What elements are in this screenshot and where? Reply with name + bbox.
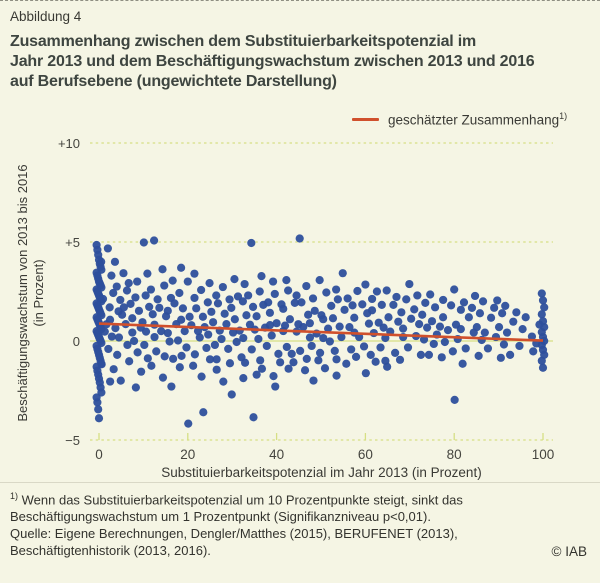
scatter-point bbox=[179, 304, 187, 312]
scatter-point bbox=[271, 382, 279, 390]
scatter-point bbox=[316, 276, 324, 284]
scatter-point bbox=[471, 292, 479, 300]
figure-title-line: auf Berufsebene (ungewichtete Darstellung) bbox=[10, 73, 337, 90]
x-tick-label: 60 bbox=[357, 447, 373, 462]
scatter-point bbox=[230, 275, 238, 283]
scatter-point bbox=[165, 337, 173, 345]
scatter-point bbox=[204, 298, 212, 306]
scatter-point bbox=[170, 299, 178, 307]
scatter-point bbox=[113, 282, 121, 290]
scatter-point bbox=[284, 286, 292, 294]
scatter-point bbox=[522, 313, 530, 321]
y-axis-title-line: (in Prozent) bbox=[31, 259, 46, 327]
scatter-point bbox=[344, 294, 352, 302]
scatter-point bbox=[538, 310, 546, 318]
scatter-point bbox=[125, 357, 133, 365]
scatter-point bbox=[133, 277, 141, 285]
scatter-point bbox=[130, 337, 138, 345]
scatter-point bbox=[147, 285, 155, 293]
footnote-1-marker: 1) bbox=[10, 491, 19, 501]
scatter-point bbox=[362, 369, 370, 377]
scatter-point bbox=[221, 310, 229, 318]
scatter-point bbox=[142, 328, 150, 336]
scatter-point bbox=[451, 396, 459, 404]
scatter-point bbox=[226, 359, 234, 367]
scatter-point bbox=[539, 364, 547, 372]
scatter-point bbox=[107, 272, 115, 280]
scatter-point bbox=[316, 349, 324, 357]
scatter-point bbox=[421, 299, 429, 307]
scatter-point bbox=[209, 318, 217, 326]
scatter-point bbox=[515, 342, 523, 350]
scatter-point bbox=[101, 328, 109, 336]
scatter-point bbox=[131, 293, 139, 301]
scatter-point bbox=[462, 344, 470, 352]
scatter-point bbox=[418, 311, 426, 319]
scatter-point bbox=[119, 269, 127, 277]
x-tick-label: 0 bbox=[95, 447, 103, 462]
scatter-point bbox=[174, 336, 182, 344]
scatter-point bbox=[93, 398, 101, 406]
scatter-point bbox=[132, 383, 140, 391]
scatter-point bbox=[207, 308, 215, 316]
scatter-point bbox=[367, 351, 375, 359]
scatter-point bbox=[308, 342, 316, 350]
scatter-point bbox=[391, 349, 399, 357]
scatter-point bbox=[244, 291, 252, 299]
scatter-point bbox=[501, 302, 509, 310]
scatter-point bbox=[397, 308, 405, 316]
scatter-point bbox=[410, 305, 418, 313]
scatter-point bbox=[205, 279, 213, 287]
scatter-point bbox=[279, 305, 287, 313]
scatter-point bbox=[135, 307, 143, 315]
scatter-point bbox=[247, 239, 255, 247]
scatter-point bbox=[473, 323, 481, 331]
scatter-point bbox=[509, 318, 517, 326]
scatter-point bbox=[204, 330, 212, 338]
scatter-point bbox=[444, 326, 452, 334]
scatter-point bbox=[196, 333, 204, 341]
scatter-point bbox=[239, 374, 247, 382]
scatter-point bbox=[449, 347, 457, 355]
scatter-point bbox=[106, 303, 114, 311]
scatter-point bbox=[441, 338, 449, 346]
scatter-point bbox=[125, 279, 133, 287]
scatter-point bbox=[529, 347, 537, 355]
scatter-point bbox=[248, 345, 256, 353]
scatter-point bbox=[117, 377, 125, 385]
scatter-point bbox=[97, 258, 105, 266]
scatter-point bbox=[468, 304, 476, 312]
scatter-point bbox=[273, 319, 281, 327]
scatter-point bbox=[160, 281, 168, 289]
scatter-point bbox=[465, 313, 473, 321]
scatter-point bbox=[438, 353, 446, 361]
scatter-point bbox=[319, 315, 327, 323]
scatter-point bbox=[365, 320, 373, 328]
scatter-point bbox=[476, 309, 484, 317]
scatter-point bbox=[110, 365, 118, 373]
scatter-point bbox=[353, 287, 361, 295]
scatter-point bbox=[149, 310, 157, 318]
scatter-point bbox=[144, 354, 152, 362]
scatter-point bbox=[150, 333, 158, 341]
scatter-point bbox=[224, 345, 232, 353]
scatter-point bbox=[184, 277, 192, 285]
scatter-point bbox=[479, 297, 487, 305]
scatter-point bbox=[347, 345, 355, 353]
scatter-point bbox=[383, 363, 391, 371]
scatter-point bbox=[241, 359, 249, 367]
y-tick-label: −5 bbox=[65, 433, 80, 448]
scatter-point bbox=[191, 350, 199, 358]
scatter-point bbox=[176, 363, 184, 371]
scatter-point bbox=[177, 264, 185, 272]
scatter-point bbox=[252, 312, 260, 320]
scatter-point bbox=[372, 358, 380, 366]
scatter-point bbox=[332, 372, 340, 380]
scatter-point bbox=[282, 276, 290, 284]
scatter-point bbox=[202, 344, 210, 352]
scatter-point bbox=[266, 309, 274, 317]
scatter-point bbox=[309, 294, 317, 302]
scatter-point bbox=[175, 289, 183, 297]
scatter-point bbox=[484, 344, 492, 352]
scatter-point bbox=[311, 307, 319, 315]
scatter-point bbox=[506, 351, 514, 359]
scatter-point bbox=[303, 355, 311, 363]
scatter-point bbox=[425, 351, 433, 359]
scatter-point bbox=[407, 315, 415, 323]
scatter-point bbox=[222, 320, 230, 328]
scatter-point bbox=[322, 288, 330, 296]
scatter-point bbox=[392, 293, 400, 301]
x-axis-title: Substituierbarkeitspotenzial im Jahr 2013 (in Prozent) bbox=[161, 465, 482, 480]
scatter-point bbox=[426, 290, 434, 298]
scatter-point bbox=[450, 285, 458, 293]
scatter-point bbox=[128, 314, 136, 322]
scatter-point bbox=[256, 287, 264, 295]
scatter-point bbox=[498, 309, 506, 317]
scatter-point bbox=[164, 307, 172, 315]
scatter-point bbox=[186, 313, 194, 321]
scatter-point bbox=[118, 311, 126, 319]
scatter-point bbox=[539, 296, 547, 304]
scatter-point bbox=[190, 294, 198, 302]
scatter-point bbox=[258, 365, 266, 373]
scatter-point bbox=[296, 347, 304, 355]
scatter-point bbox=[154, 295, 162, 303]
scatter-point bbox=[169, 277, 177, 285]
scatter-point bbox=[331, 347, 339, 355]
source-note: Quelle: Eigene Berechnungen, Dengler/Matthes (2015), BERUFENET (2013), Beschäftigtenhistorik (2013, 2016). bbox=[10, 526, 458, 558]
scatter-point bbox=[389, 301, 397, 309]
scatter-point bbox=[321, 364, 329, 372]
scatter-point bbox=[459, 360, 467, 368]
scatter-point bbox=[161, 352, 169, 360]
scatter-point bbox=[306, 319, 314, 327]
scatter-point bbox=[116, 296, 124, 304]
scatter-point bbox=[177, 316, 185, 324]
scatter-point bbox=[219, 283, 227, 291]
x-tick-label: 20 bbox=[180, 447, 196, 462]
legend-footnote-marker: 1) bbox=[559, 110, 568, 121]
scatter-point bbox=[327, 302, 335, 310]
scatter-point bbox=[503, 328, 511, 336]
scatter-point bbox=[213, 366, 221, 374]
scatter-point bbox=[460, 298, 468, 306]
scatter-point bbox=[94, 405, 102, 413]
scatter-point bbox=[394, 318, 402, 326]
scatter-point bbox=[190, 270, 198, 278]
scatter-point bbox=[177, 352, 185, 360]
scatter-point bbox=[217, 335, 225, 343]
scatter-point bbox=[481, 329, 489, 337]
scatter-point bbox=[182, 343, 190, 351]
scatter-point bbox=[286, 315, 294, 323]
scatter-point bbox=[199, 408, 207, 416]
scatter-point bbox=[368, 295, 376, 303]
scatter-point bbox=[339, 269, 347, 277]
scatter-point bbox=[447, 301, 455, 309]
scatter-point bbox=[269, 372, 277, 380]
scatter-point bbox=[249, 413, 257, 421]
scatter-point bbox=[197, 286, 205, 294]
scatter-point bbox=[288, 350, 296, 358]
scatter-point bbox=[137, 368, 145, 376]
scatter-point bbox=[361, 280, 369, 288]
scatter-point bbox=[242, 311, 250, 319]
scatter-point bbox=[155, 304, 163, 312]
scatter-point bbox=[431, 303, 439, 311]
scatter-point bbox=[348, 301, 356, 309]
scatter-point bbox=[292, 291, 300, 299]
x-tick-label: 100 bbox=[531, 447, 555, 462]
scatter-point bbox=[490, 304, 498, 312]
scatter-point bbox=[269, 277, 277, 285]
y-tick-label: +5 bbox=[65, 235, 80, 250]
scatter-point bbox=[274, 350, 282, 358]
scatter-point bbox=[399, 325, 407, 333]
scatter-point bbox=[512, 308, 520, 316]
x-tick-label: 40 bbox=[269, 447, 285, 462]
scatter-point bbox=[428, 317, 436, 325]
y-axis-title bbox=[15, 123, 47, 463]
scatter-point bbox=[104, 244, 112, 252]
scatter-point bbox=[497, 354, 505, 362]
scatter-point bbox=[140, 341, 148, 349]
scatter-point bbox=[113, 351, 121, 359]
scatter-point bbox=[326, 337, 334, 345]
scatter-point bbox=[189, 362, 197, 370]
scatter-point bbox=[402, 295, 410, 303]
scatter-point bbox=[197, 373, 205, 381]
scatter-point bbox=[268, 331, 276, 339]
scatter-point bbox=[256, 356, 264, 364]
scatter-point bbox=[430, 340, 438, 348]
scatter-point bbox=[228, 390, 236, 398]
scatter-point bbox=[493, 296, 501, 304]
scatter-point bbox=[368, 306, 376, 314]
scatter-point bbox=[111, 258, 119, 266]
scatter-point bbox=[98, 360, 106, 368]
scatter-point bbox=[241, 280, 249, 288]
scatter-point bbox=[140, 238, 148, 246]
scatter-point bbox=[334, 295, 342, 303]
scatter-point bbox=[169, 355, 177, 363]
scatter-point bbox=[396, 356, 404, 364]
scatter-point bbox=[145, 303, 153, 311]
scatter-point bbox=[254, 335, 262, 343]
scatter-point bbox=[413, 291, 421, 299]
x-tick-label: 80 bbox=[446, 447, 462, 462]
scatter-point bbox=[296, 234, 304, 242]
scatter-point bbox=[158, 265, 166, 273]
scatter-point bbox=[123, 286, 131, 294]
figure-title-line: Jahr 2013 und dem Beschäftigungswachstum zwischen 2013 und 2016 bbox=[10, 53, 535, 70]
scatter-point bbox=[314, 356, 322, 364]
scatter-point bbox=[439, 313, 447, 321]
scatter-point bbox=[249, 303, 257, 311]
scatter-point bbox=[257, 272, 265, 280]
scatter-point bbox=[475, 352, 483, 360]
scatter-point bbox=[332, 355, 340, 363]
scatter-point bbox=[211, 341, 219, 349]
scatter-point bbox=[439, 296, 447, 304]
scatter-point bbox=[358, 300, 366, 308]
scatter-point bbox=[152, 347, 160, 355]
scatter-point bbox=[342, 360, 350, 368]
scatter-point bbox=[384, 313, 392, 321]
scatter-point bbox=[417, 351, 425, 359]
scatter-point bbox=[150, 236, 158, 244]
scatter-point bbox=[227, 304, 235, 312]
scatter-point bbox=[199, 313, 207, 321]
scatter-point bbox=[350, 314, 358, 322]
scatter-point bbox=[457, 325, 465, 333]
scatter-point bbox=[309, 376, 317, 384]
scatter-point bbox=[167, 382, 175, 390]
scatter-point bbox=[500, 340, 508, 348]
scatter-point bbox=[231, 315, 239, 323]
scatter-point bbox=[415, 320, 423, 328]
scatter-point bbox=[336, 323, 344, 331]
scatter-point bbox=[376, 343, 384, 351]
scatter-point bbox=[297, 298, 305, 306]
scatter-point bbox=[519, 325, 527, 333]
y-axis-title-line: Beschäftigungswachstum von 2013 bis 2016 bbox=[15, 164, 30, 422]
scatter-point bbox=[115, 333, 123, 341]
scatter-point bbox=[164, 329, 172, 337]
scatter-point bbox=[405, 280, 413, 288]
scatter-point bbox=[352, 353, 360, 361]
scatter-point bbox=[436, 323, 444, 331]
scatter-point bbox=[340, 306, 348, 314]
scatter-point bbox=[213, 355, 221, 363]
scatter-point bbox=[192, 304, 200, 312]
scatter-point bbox=[404, 343, 412, 351]
scatter-point bbox=[99, 295, 107, 303]
scatter-point bbox=[263, 342, 271, 350]
scatter-point bbox=[271, 290, 279, 298]
scatter-point bbox=[159, 374, 167, 382]
footnote-divider bbox=[0, 482, 600, 483]
scatter-point bbox=[360, 342, 368, 350]
scatter-point bbox=[128, 328, 136, 336]
scatter-point bbox=[383, 286, 391, 294]
scatter-point bbox=[104, 345, 112, 353]
scatter-point bbox=[214, 299, 222, 307]
scatter-point bbox=[225, 295, 233, 303]
scatter-point bbox=[264, 298, 272, 306]
scatter-point bbox=[332, 285, 340, 293]
figure-number: Abbildung 4 bbox=[10, 9, 82, 24]
footnote-1-text: Wenn das Substituierbarkeitspotenzial um 10 Prozentpunkte steigt, sinkt das Beschäftigungswachstum um 1 Prozentpunkt (Signifikanzniveau p<0,01). bbox=[10, 492, 463, 525]
scatter-point bbox=[373, 287, 381, 295]
scatter-point bbox=[302, 282, 310, 290]
scatter-point bbox=[239, 334, 247, 342]
y-tick-label: +10 bbox=[57, 136, 80, 151]
scatter-point bbox=[108, 332, 116, 340]
scatter-point bbox=[212, 291, 220, 299]
legend-label-text: geschätzter Zusammenhang bbox=[388, 112, 560, 128]
scatter-point bbox=[143, 270, 151, 278]
scatter-point bbox=[457, 306, 465, 314]
scatter-point bbox=[329, 314, 337, 322]
figure-title-line: Zusammenhang zwischen dem Substituierbarkeitspotenzial im bbox=[10, 33, 477, 50]
scatter-point bbox=[276, 358, 284, 366]
scatter-point bbox=[495, 323, 503, 331]
scatter-point bbox=[289, 358, 297, 366]
copyright-label: © IAB bbox=[551, 544, 587, 559]
scatter-point bbox=[378, 301, 386, 309]
scatter-point bbox=[301, 366, 309, 374]
scatter-point bbox=[487, 314, 495, 322]
scatter-point bbox=[283, 343, 291, 351]
scatter-point bbox=[538, 357, 546, 365]
scatter-point bbox=[184, 420, 192, 428]
scatter-point bbox=[106, 377, 114, 385]
y-tick-label: 0 bbox=[72, 334, 80, 349]
footnote-1 bbox=[10, 488, 512, 525]
scatter-point bbox=[219, 378, 227, 386]
scatter-point bbox=[147, 362, 155, 370]
scatter-point bbox=[134, 348, 142, 356]
scatter-point bbox=[95, 414, 103, 422]
scatter-point bbox=[538, 289, 546, 297]
